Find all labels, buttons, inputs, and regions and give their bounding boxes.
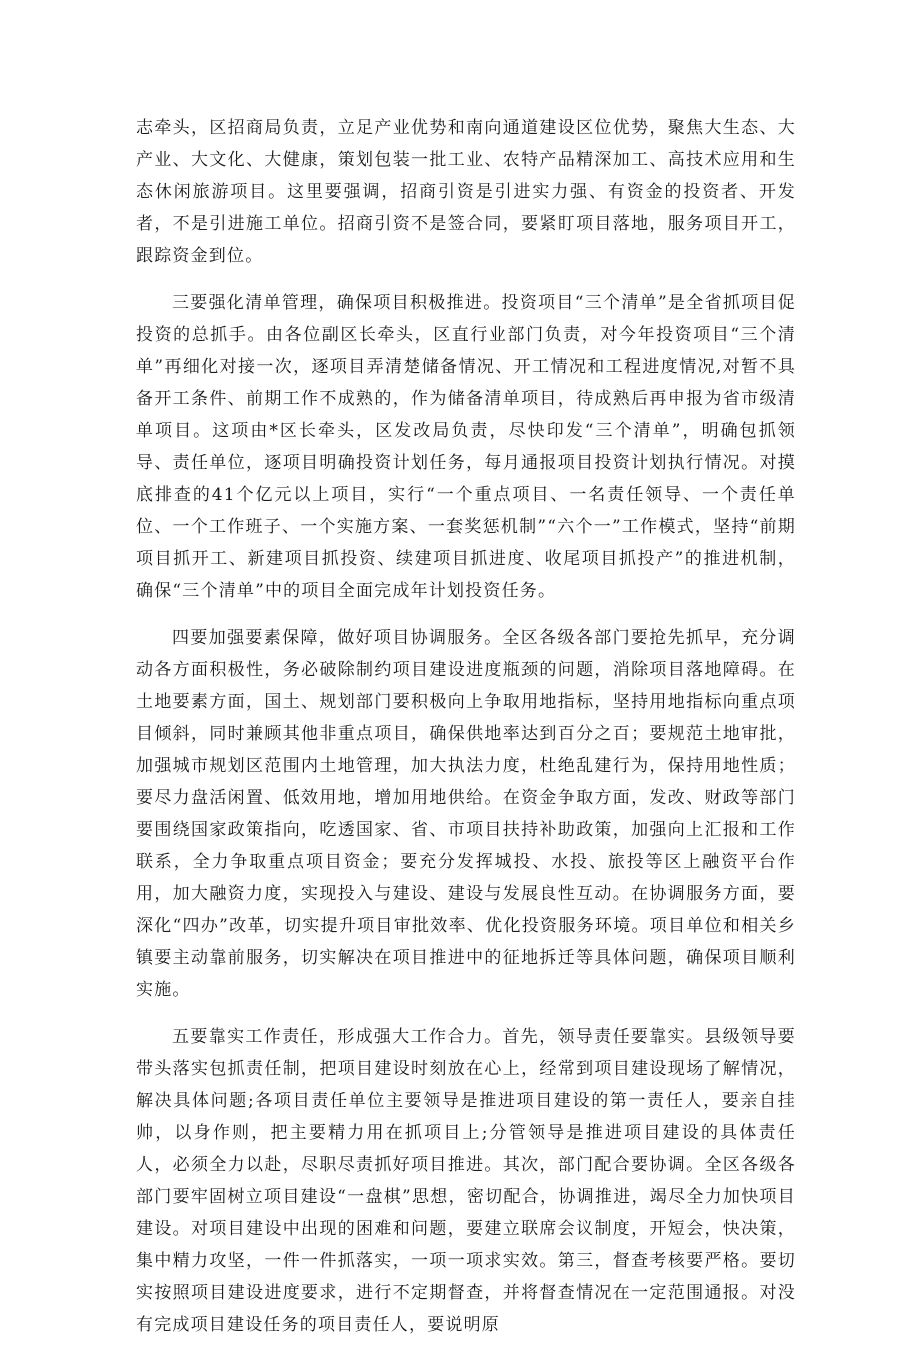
paragraph-5-work-responsibility: 五要靠实工作责任，形成强大工作合力。首先，领导责任要靠实。县级领导要带头落实包抓责任制，把项目建设时刻放在心上，经常到项目建设现场了解情况，解决具体问题;各项目责任单位主要领导是推进项目建设的第一责任人，要亲自挂帅，以身作则，把主要精力用在抓项目上;分管领导是推进项目建设的具体责任人，必须全力以赴，尽职尽责抓好项目推进。其次，部门配合要协调。全区各级各部门要牢固树立项目建设“一盘棋”思想，密切配合，协调推进，竭尽全力加快项目建设。对项目建设中出现的困难和问题，要建立联席会议制度，开短会，快决策，集中精力攻坚，一件一件抓落实，一项一项求实效。第三，督查考核要严格。要切实按照项目建设进度要求，进行不定期督查，并将督查情况在一定范围通报。对没有完成项目建设任务的项目责任人，要说明原: [136, 1027, 796, 1335]
paragraph-continuation: 志牵头，区招商局负责，立足产业优势和南向通道建设区位优势，聚焦大生态、大产业、大文化、大健康，策划包装一批工业、农特产品精深加工、高技术应用和生态休闲旅游项目。这里要强调，招商引资是引进实力强、有资金的投资者、开发者，不是引进施工单位。招商引资不是签合同，要紧盯项目落地，服务项目开工，跟踪资金到位。: [136, 118, 796, 266]
paragraph-3-checklist-management: 三要强化清单管理，确保项目积极推进。投资项目“三个清单”是全省抓项目促投资的总抓手。由各位副区长牵头，区直行业部门负责，对今年投资项目“三个清单”再细化对接一次，逐项目弄清楚储备情况、开工情况和工程进度情况,对暂不具备开工条件、前期工作不成熟的，作为储备清单项目，待成熟后再申报为省市级清单项目。这项由*区长牵头，区发改局负责，尽快印发“三个清单”，明确包抓领导、责任单位，逐项目明确投资计划任务，每月通报项目投资计划执行情况。对摸底排查的41个亿元以上项目，实行“一个重点项目、一名责任领导、一个责任单位、一个工作班子、一个实施方案、一套奖惩机制”“六个一”工作模式，坚持“前期项目抓开工、新建项目抓投资、续建项目抓进度、收尾项目抓投产”的推进机制，确保“三个清单”中的项目全面完成年计划投资任务。: [136, 293, 796, 601]
document-body: [136, 112, 796, 1356]
paragraph-4-factor-guarantee: 四要加强要素保障，做好项目协调服务。全区各级各部门要抢先抓早，充分调动各方面积极性，务必破除制约项目建设进度瓶颈的问题，消除项目落地障碍。在土地要素方面，国土、规划部门要积极向上争取用地指标，坚持用地指标向重点项目倾斜，同时兼顾其他非重点项目，确保供地率达到百分之百；要规范土地审批，加强城市规划区范围内土地管理，加大执法力度，杜绝乱建行为，保持用地性质；要尽力盘活闲置、低效用地，增加用地供给。在资金争取方面，发改、财政等部门要围绕国家政策指向，吃透国家、省、市项目扶持补助政策，加强向上汇报和工作联系，全力争取重点项目资金；要充分发挥城投、水投、旅投等区上融资平台作用，加大融资力度，实现投入与建设、建设与发展良性互动。在协调服务方面，要深化“四办”改革，切实提升项目审批效率、优化投资服务环境。项目单位和相关乡镇要主动靠前服务，切实解决在项目推进中的征地拆迁等具体问题，确保项目顺利实施。: [136, 628, 796, 1000]
